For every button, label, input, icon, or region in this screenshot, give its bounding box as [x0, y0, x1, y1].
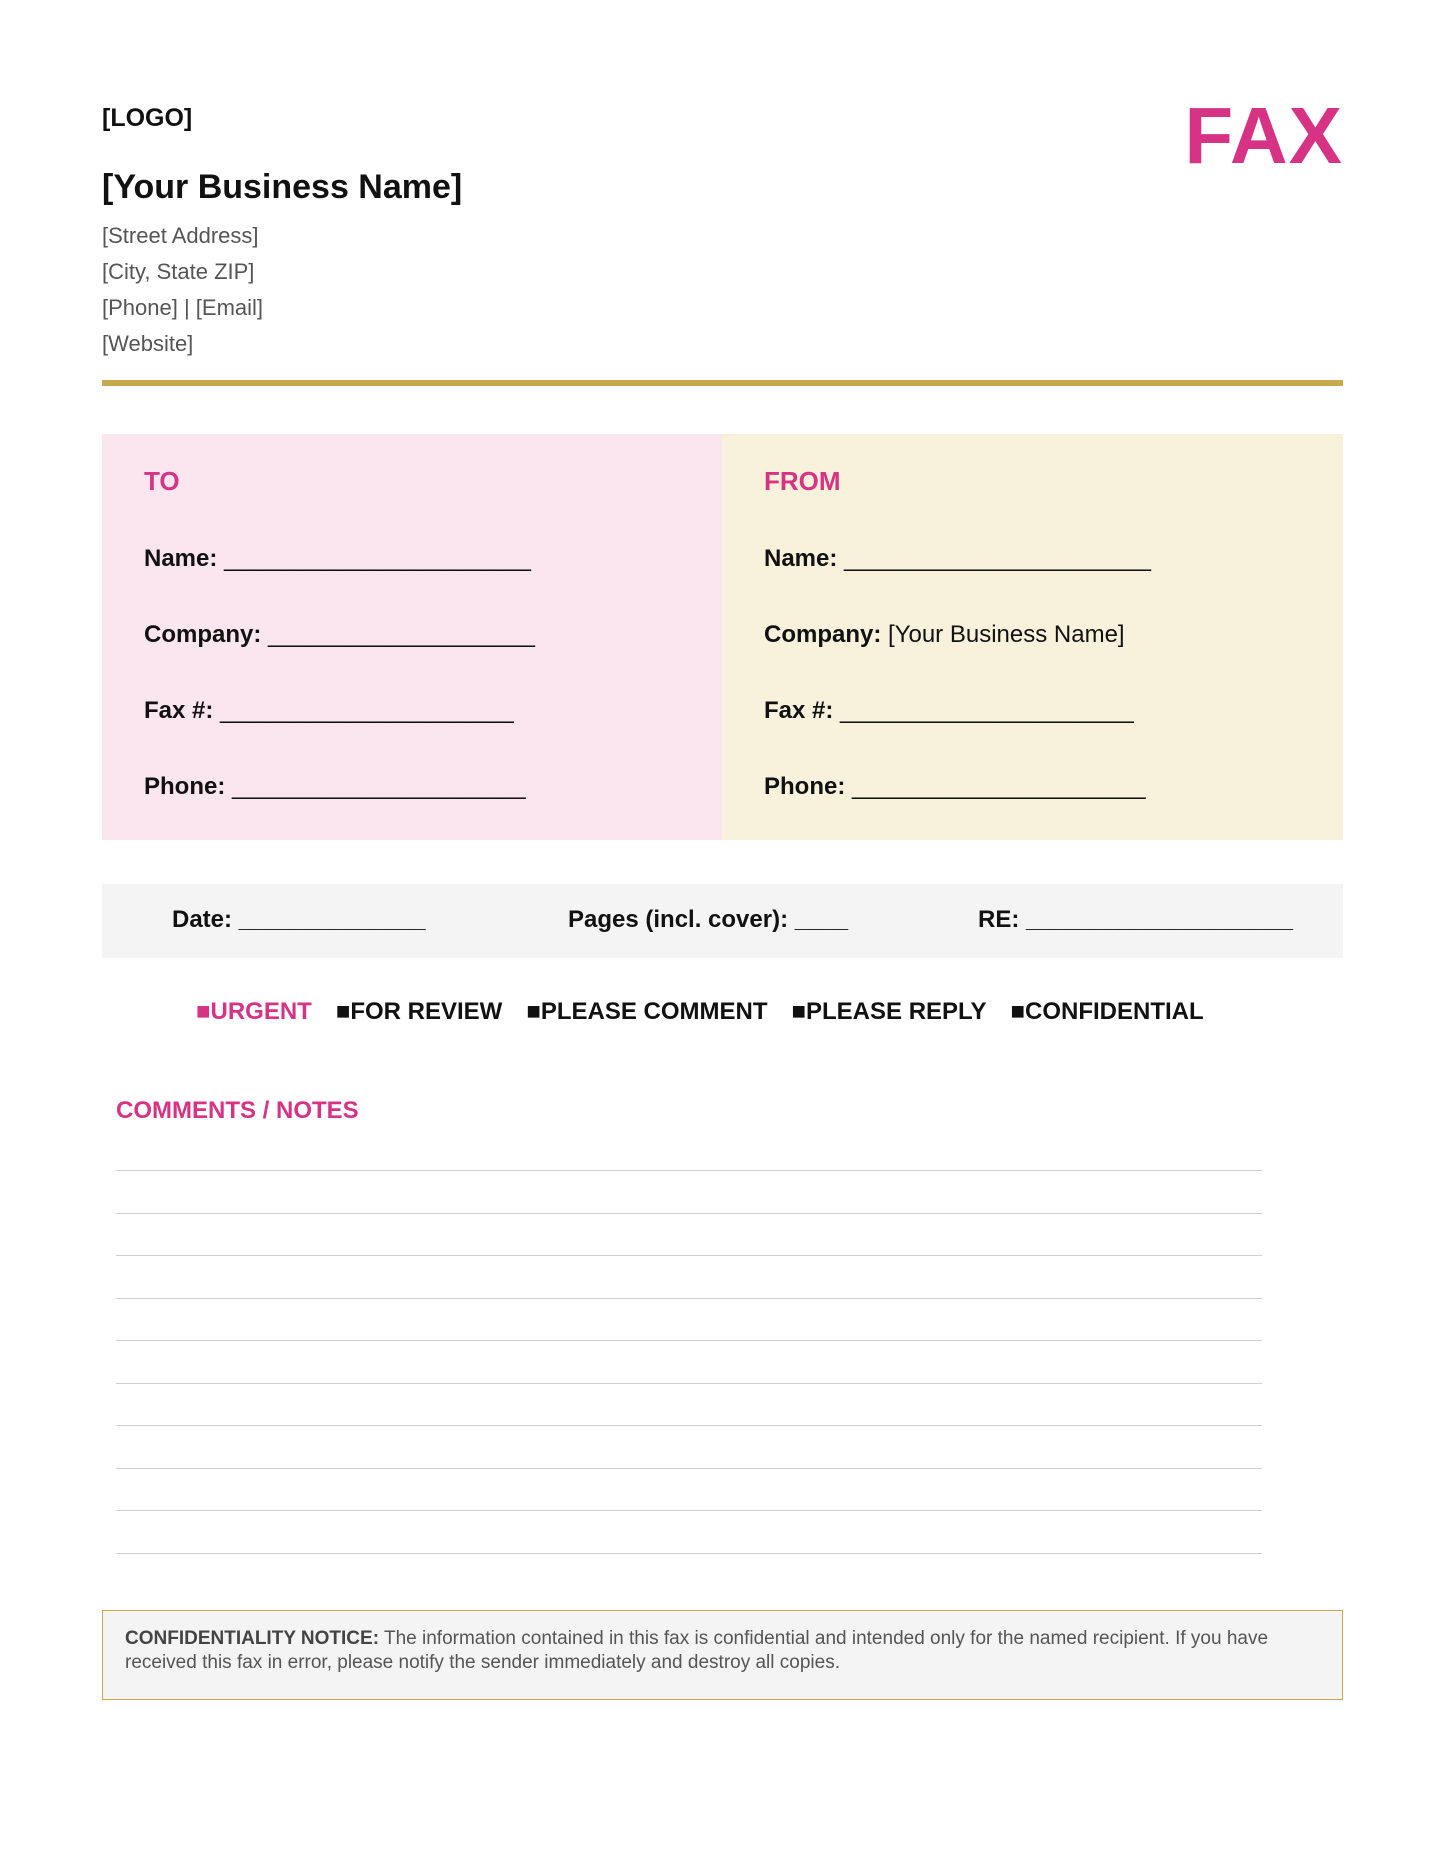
to-title: TO — [144, 466, 180, 496]
re-field[interactable]: RE: ____________________ — [978, 906, 1293, 933]
address-line: [Phone] | [Email] — [102, 295, 264, 320]
to-company-field[interactable] — [144, 621, 680, 649]
for-review-checkbox[interactable]: ■FOR REVIEW — [335, 998, 503, 1025]
pages-field[interactable]: Pages (incl. cover): ____ — [568, 906, 849, 933]
note-line — [116, 1510, 1262, 1511]
business-name: [Your Business Name] — [102, 168, 463, 206]
from-name-field[interactable] — [764, 545, 1301, 573]
note-line — [116, 1255, 1262, 1256]
flag-options — [196, 998, 1228, 1026]
to-fax-field[interactable] — [144, 697, 680, 725]
confidentiality-notice — [102, 1610, 1343, 1700]
from-phone-field[interactable] — [764, 773, 1301, 801]
address-line: [Street Address] — [102, 223, 259, 248]
notes-title: COMMENTS / NOTES — [116, 1097, 359, 1124]
header-divider — [102, 380, 1343, 386]
address-line: [Website] — [102, 331, 194, 356]
to-panel — [102, 434, 722, 840]
note-line — [116, 1340, 1262, 1341]
field-label: Fax #: — [144, 697, 214, 724]
field-label: Phone: — [144, 773, 226, 800]
field-value: _______________________ — [224, 545, 532, 572]
logo-placeholder: [LOGO] — [102, 104, 193, 132]
date-field[interactable]: Date: ______________ — [172, 906, 426, 933]
from-panel — [722, 434, 1343, 840]
meta-bar — [102, 884, 1343, 958]
note-line — [116, 1425, 1262, 1426]
note-line — [116, 1383, 1262, 1384]
fax-title: FAX — [1184, 91, 1343, 180]
please-comment-checkbox[interactable]: ■PLEASE COMMENT — [526, 998, 768, 1025]
field-value: ______________________ — [852, 773, 1146, 800]
confidential-checkbox[interactable]: ■CONFIDENTIAL — [1010, 998, 1204, 1025]
to-name-field[interactable] — [144, 545, 680, 573]
field-label: Name: — [144, 545, 218, 572]
field-value: ____________________ — [268, 621, 535, 648]
note-line — [116, 1468, 1262, 1469]
field-label: Phone: — [764, 773, 846, 800]
note-line — [116, 1213, 1262, 1214]
note-line — [116, 1170, 1262, 1171]
field-label: Company: — [144, 621, 262, 648]
address-line: [City, State ZIP] — [102, 259, 255, 284]
note-line — [116, 1553, 1262, 1554]
note-line — [116, 1298, 1262, 1299]
field-value: [Your Business Name] — [888, 621, 1125, 648]
from-company-field[interactable] — [764, 621, 1301, 649]
field-value: _______________________ — [844, 545, 1152, 572]
field-value: ______________________ — [220, 697, 514, 724]
from-fax-field[interactable] — [764, 697, 1301, 725]
field-label: Company: — [764, 621, 882, 648]
field-value: ______________________ — [840, 697, 1134, 724]
address-block — [102, 218, 263, 362]
from-title: FROM — [764, 466, 841, 496]
urgent-checkbox[interactable]: ■URGENT — [196, 998, 312, 1025]
please-reply-checkbox[interactable]: ■PLEASE REPLY — [791, 998, 987, 1025]
field-value: ______________________ — [232, 773, 526, 800]
notice-label: CONFIDENTIALITY NOTICE: — [125, 1628, 380, 1649]
to-phone-field[interactable] — [144, 773, 680, 801]
field-label: Name: — [764, 545, 838, 572]
field-label: Fax #: — [764, 697, 834, 724]
notice-text: The information contained in this fax is confidential and intended only for the named recipient. If you have received this fax in error, please notify the sender immediately and destroy all copies. — [125, 1628, 1269, 1673]
